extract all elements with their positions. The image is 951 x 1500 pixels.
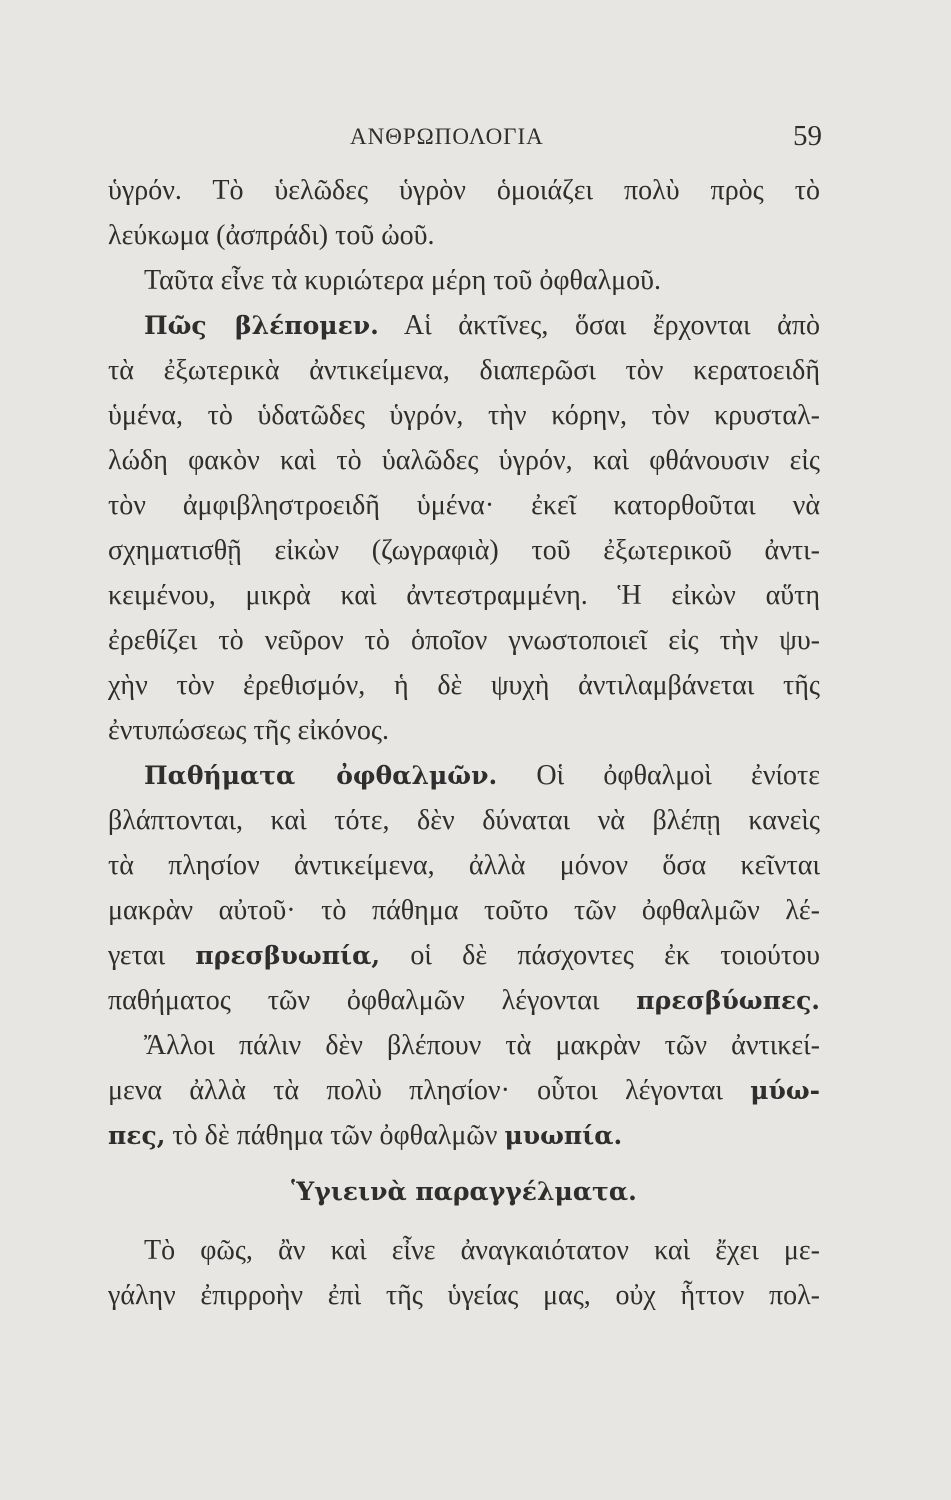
text-run: παθήματος τῶν ὀφθαλμῶν λέγονται	[108, 985, 600, 1016]
text-run: τὸ δὲ πάθημα τῶν ὀφθαλμῶν	[172, 1120, 498, 1151]
term-myopia: μυωπία.	[504, 1121, 623, 1150]
text-line: χὴν τὸν ἐρεθισμόν, ἡ δὲ ψυχὴ ἀντιλαμβάνεται τῆς	[108, 670, 820, 701]
running-head	[100, 118, 822, 158]
text-line: τὰ ἐξωτερικὰ ἀντικείμενα, διαπερῶσι τὸν κερατοειδῆ	[108, 355, 820, 386]
text-run: μενα ἀλλὰ τὰ πολὺ πλησίον· οὗτοι λέγονται	[108, 1075, 723, 1106]
text-run: γεται	[108, 940, 166, 971]
text-line	[108, 1113, 820, 1158]
text-line: ἐντυπώσεως τῆς εἰκόνος.	[108, 715, 389, 746]
text-line: γάλην ἐπιρροὴν ἐπὶ τῆς ὑγείας μας, οὐχ ἧττον πολ-	[108, 1280, 820, 1311]
text-line: Τὸ φῶς, ἂν καὶ εἶνε ἀναγκαιότατον καὶ ἔχει με-	[144, 1235, 820, 1266]
text-line	[108, 978, 820, 1023]
text-line: Ταῦτα εἶνε τὰ κυριώτερα μέρη τοῦ ὀφθαλμοῦ.	[144, 265, 662, 296]
text-run: Αἱ ἀκτῖνες, ὅσαι ἔρχονται ἀπὸ	[403, 310, 820, 341]
section-heading-eye-ailments: Παθήματα ὀφθαλμῶν.	[144, 761, 498, 790]
term-myopes: μύω-	[750, 1076, 821, 1105]
text-line	[108, 303, 820, 348]
text-line	[108, 1068, 820, 1113]
text-run: οἱ δὲ πάσχοντες ἐκ τοιούτου	[410, 940, 821, 971]
running-title: ΑΝΘΡΩΠΟΛΟΓΙΑ	[350, 124, 544, 149]
text-line: Ἄλλοι πάλιν δὲν βλέπουν τὰ μακρὰν τῶν ἀντικεί-	[144, 1030, 820, 1061]
text-line: ὑμένα, τὸ ὑδατῶδες ὑγρόν, τὴν κόρην, τὸν κρυσταλ-	[108, 400, 820, 431]
term-presbyopia: πρεσβυωπία,	[195, 941, 381, 970]
text-line: μακρὰν αὐτοῦ· τὸ πάθημα τοῦτο τῶν ὀφθαλμῶν λέ-	[108, 895, 820, 926]
text-line: κειμένου, μικρὰ καὶ ἀντεστραμμένη. Ἡ εἰκὼν αὕτη	[108, 580, 820, 611]
text-line: λώδη φακὸν καὶ τὸ ὑαλῶδες ὑγρόν, καὶ φθάνουσιν εἰς	[108, 445, 820, 476]
text-line: τὸν ἀμφιβληστροειδῆ ὑμένα· ἐκεῖ κατορθοῦται νὰ	[108, 490, 820, 521]
text-line: ἐρεθίζει τὸ νεῦρον τὸ ὁποῖον γνωστοποιεῖ εἰς τὴν ψυ-	[108, 625, 820, 656]
text-line	[108, 933, 820, 978]
text-line	[108, 753, 820, 798]
subheading-hygiene-rules: Ὑγιεινὰ παραγγέλματα.	[291, 1177, 637, 1206]
text-line: λεύκωμα (ἀσπράδι) τοῦ ὠοῦ.	[108, 220, 435, 251]
text-line: ὑγρόν. Τὸ ὑελῶδες ὑγρὸν ὁμοιάζει πολὺ πρὸς τὸ	[108, 175, 820, 206]
page-number: 59	[793, 120, 822, 152]
text-run: Οἱ ὀφθαλμοὶ ἐνίοτε	[536, 760, 821, 791]
term-presbyopes: πρεσβύωπες.	[636, 986, 821, 1015]
text-line: σχηματισθῇ εἰκὼν (ζωγραφιὰ) τοῦ ἐξωτερικοῦ ἀντι-	[108, 535, 820, 566]
text-line: βλάπτονται, καὶ τότε, δὲν δύναται νὰ βλέπῃ κανεὶς	[108, 805, 820, 836]
text-line: τὰ πλησίον ἀντικείμενα, ἀλλὰ μόνον ὅσα κεῖνται	[108, 850, 820, 881]
term-myopes-cont: πες,	[108, 1121, 166, 1150]
body-text	[108, 168, 820, 1318]
section-heading-how-we-see: Πῶς βλέπομεν.	[144, 311, 379, 340]
